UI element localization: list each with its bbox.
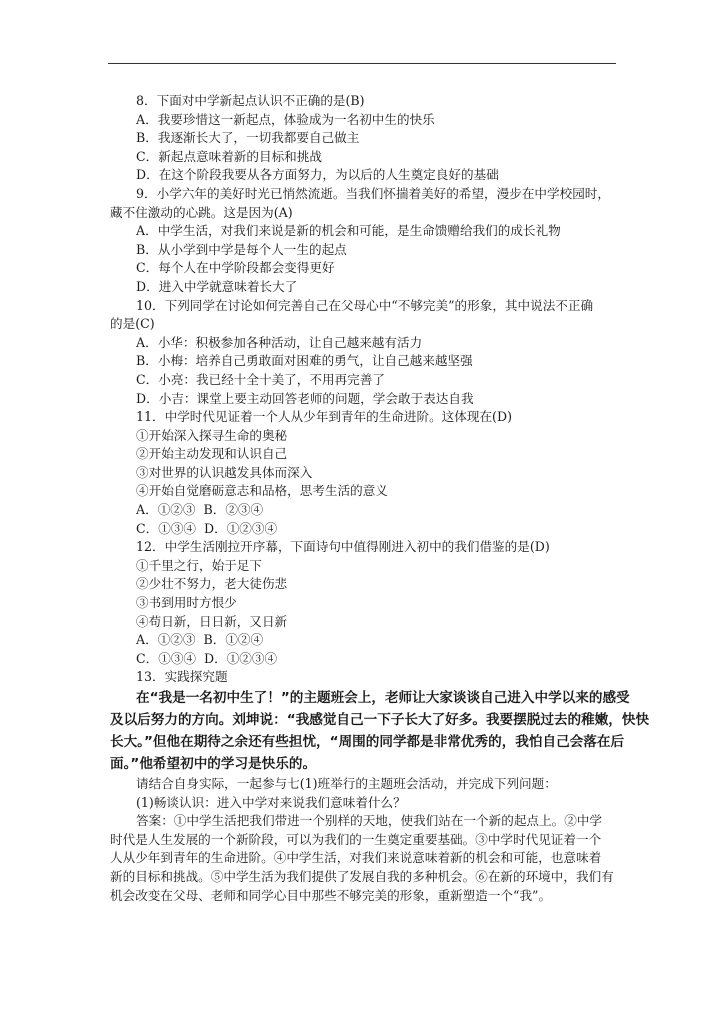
q13-answer-line4: 新的目标和挑战。⑤中学生活为我们提供了发展自我的多种机会。⑥在新的环境中，我们有 (110, 868, 614, 884)
q13-material-line2: 及以后努力的方向。刘坤说：“我感觉自己一下子长大了好多。我要摆脱过去的稚嫩，快快 (110, 712, 650, 728)
q11-options-cd: C．①③④ D．①②③④ (136, 520, 278, 536)
q13-material-line3: 长大。”但他在期待之余还有些担忧，“周围的同学都是非常优秀的，我怕自己会落在后 (110, 734, 625, 750)
q13-answer-line1: 答案：①中学生活把我们带进一个别样的天地，使我们站在一个新的起点上。②中学 (136, 813, 602, 829)
q8-option-c: C．新起点意味着新的目标和挑战 (136, 148, 322, 164)
q11-item-3: ③对世界的认识越发具体而深入 (136, 464, 313, 480)
q13-material-line1: 在“我是一名初中生了！”的主题班会上，老师让大家谈谈自己进入中学以来的感受 (136, 690, 630, 706)
q12-options-cd: C．①③④ D．①②③④ (136, 650, 278, 666)
q9-stem-line2: 藏不住激动的心跳。这是因为(A) (110, 204, 293, 220)
q11-item-1: ①开始深入探寻生命的奥秘 (136, 427, 288, 443)
q11-item-2: ②开始主动发现和认识自己 (136, 446, 288, 462)
q12-item-3: ③书到用时方恨少 (136, 595, 237, 611)
q8-option-d: D．在这个阶段我要从各方面努力，为以后的人生奠定良好的基础 (136, 167, 499, 183)
q11-item-4: ④开始自觉磨砺意志和品格，思考生活的意义 (136, 483, 388, 499)
q12-stem: 12．中学生活刚拉开序幕，下面诗句中值得刚进入初中的我们借鉴的是(D) (136, 539, 550, 555)
q9-option-b: B．从小学到中学是每个人一生的起点 (136, 241, 347, 257)
q10-option-a: A．小华：积极参加各种活动，让自己越来越有活力 (136, 334, 423, 350)
header-rule (108, 63, 616, 64)
q12-item-4: ④苟日新，日日新，又日新 (136, 613, 288, 629)
q12-item-1: ①千里之行，始于足下 (136, 557, 262, 573)
q11-stem: 11．中学时代见证着一个人从少年到青年的生命进阶。这体现在(D) (136, 409, 512, 425)
q13-answer-line2: 时代是人生发展的一个新阶段，可以为我们的一生奠定重要基础。③中学时代见证着一个 (110, 831, 602, 847)
q11-options-ab: A．①②③ B．②③④ (136, 502, 264, 518)
q8-option-b: B．我逐渐长大了，一切我都要自己做主 (136, 130, 360, 146)
q10-option-d: D．小吉：课堂上要主动回答老师的问题，学会敢于表达自我 (136, 390, 474, 406)
q9-option-d: D．进入中学就意味着长大了 (136, 278, 298, 294)
q9-option-a: A．中学生活，对我们来说是新的机会和可能，是生命馈赠给我们的成长礼物 (136, 223, 561, 239)
document-page (110, 92, 650, 905)
q9-stem-line1: 9．小学六年的美好时光已悄然流逝。当我们怀揣着美好的希望，漫步在中学校园时， (136, 185, 610, 201)
q10-stem-line1: 10．下列同学在讨论如何完善自己在父母心中“不够完美”的形象，其中说法不正确 (136, 297, 594, 313)
q13-material (110, 687, 650, 775)
q10-option-c: C．小亮：我已经十全十美了，不用再完善了 (136, 371, 385, 387)
q13-answer-line3: 人从少年到青年的生命进阶。④中学生活，对我们来说意味着新的机会和可能，也意味着 (110, 850, 602, 866)
q13-instruction: 请结合自身实际，一起参与七(1)班举行的主题班会活动，并完成下列问题： (136, 776, 557, 791)
q12-options-ab: A．①②③ B．①②④ (136, 632, 264, 648)
q13-answer-line5: 机会改变在父母、老师和同学心目中那些不够完美的形象，重新塑造一个“我”。 (110, 887, 552, 903)
q13-sub1: (1)畅谈认识：进入中学对来说我们意味着什么？ (136, 794, 406, 810)
q9-option-c: C．每个人在中学阶段都会变得更好 (136, 260, 335, 276)
q12-item-2: ②少壮不努力，老大徒伤悲 (136, 576, 288, 592)
q10-option-b: B．小梅：培养自己勇敢面对困难的勇气，让自己越来越坚强 (136, 353, 473, 369)
q10-stem-line2: 的是(C) (110, 316, 155, 332)
q8-stem: 8．下面对中学新起点认识不正确的是(B) (136, 93, 365, 108)
q13-title: 13．实践探究题 (136, 669, 228, 685)
q8-option-a: A．我要珍惜这一新起点，体验成为一名初中生的快乐 (136, 111, 435, 127)
q13-material-line4: 面。”他希望初中的学习是快乐的。 (110, 756, 317, 772)
